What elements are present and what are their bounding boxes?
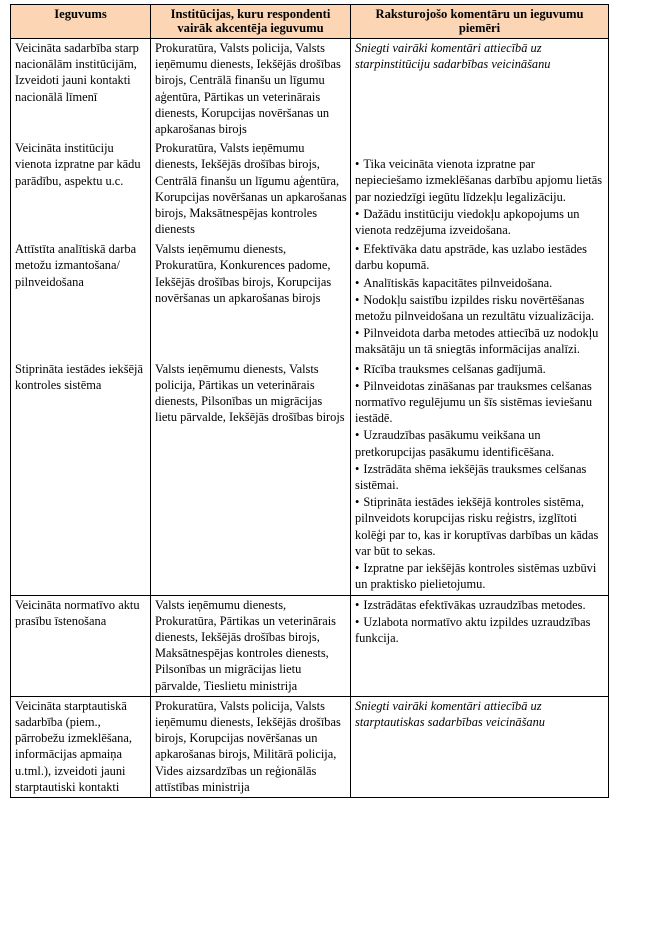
- comment-note: Sniegti vairāki komentāri attiecībā uz starpinstitūciju sadarbības veicināšanu: [351, 39, 609, 140]
- list-item: • Rīcība trauksmes celšanas gadījumā.: [355, 361, 605, 377]
- benefit-cell: Veicināta sadarbība starp nacionālām institūcijām, Izveidoti jauni kontakti nacionālā līmenī: [11, 39, 151, 140]
- list-item: • Izpratne par iekšējās kontroles sistēmas uzbūvi un praktisko pielietojumu.: [355, 560, 605, 592]
- list-item: • Nodokļu saistību izpildes risku novērtēšanas metožu pilnveidošana un rezultātu vizualizācija.: [355, 292, 605, 324]
- institutions-cell: Valsts ieņēmumu dienests, Prokuratūra, Pārtikas un veterinārais dienests, Iekšējās drošības birojs, Maksātnespējas kontroles dienests, Pilsonības un migrācijas lietu pārvalde, Tieslietu ministrija: [151, 595, 351, 696]
- list-item: • Izstrādātas efektīvākas uzraudzības metodes.: [355, 597, 605, 613]
- institutions-cell: Prokuratūra, Valsts policija, Valsts ieņēmumu dienests, Iekšējās drošības birojs, Korupcijas novēršanas un apkarošanas birojs, Militārā policija, Vides aizsardzības un reģionālās attīstības ministrija: [151, 696, 351, 797]
- table-row: [11, 39, 609, 140]
- comment-note: Sniegti vairāki komentāri attiecībā uz starptautiskas sadarbības veicināšanu: [351, 696, 609, 797]
- table-row: [11, 595, 609, 696]
- table-row: [11, 139, 609, 240]
- comments-cell: [351, 360, 609, 595]
- benefit-cell: Stiprināta iestādes iekšējā kontroles sistēma: [11, 360, 151, 595]
- benefits-table: [10, 4, 609, 798]
- institutions-cell: Valsts ieņēmumu dienests, Prokuratūra, Konkurences padome, Iekšējās drošības birojs, Korupcijas novēršanas un apkarošanas birojs: [151, 240, 351, 359]
- header-institutions: Institūcijas, kuru respondenti vairāk akcentēja ieguvumu: [151, 5, 351, 39]
- benefit-cell: Veicināta normatīvo aktu prasību īstenošana: [11, 595, 151, 696]
- table-header-row: [11, 5, 609, 39]
- list-item: • Dažādu institūciju viedokļu apkopojums un vienota redzējuma izveidošana.: [355, 206, 605, 238]
- institutions-cell: Prokuratūra, Valsts ieņēmumu dienests, Iekšējās drošības birojs, Centrālā finanšu un līgumu aģentūra, Korupcijas novēršanas un apkarošanas birojs, Maksātnespējas kontroles dienests: [151, 139, 351, 240]
- institutions-cell: Valsts ieņēmumu dienests, Valsts policija, Pārtikas un veterinārais dienests, Pilsonības un migrācijas lietu pārvalde, Iekšējās drošības birojs: [151, 360, 351, 595]
- header-comments: Raksturojošo komentāru un ieguvumu piemēri: [351, 5, 609, 39]
- comments-cell: [351, 139, 609, 240]
- table-row: [11, 240, 609, 359]
- header-benefit: Ieguvums: [11, 5, 151, 39]
- table-row: [11, 696, 609, 797]
- list-item: • Pilnveidota darba metodes attiecībā uz nodokļu maksātāju un tā sniegtās informācijas analīzi.: [355, 325, 605, 357]
- list-item: • Stiprināta iestādes iekšējā kontroles sistēma, pilnveidots korupcijas risku reģistrs, izglītoti kolēģi par to, kas ir koruptīvas darbības un kādas var būt to sekas.: [355, 494, 605, 559]
- comments-cell: [351, 595, 609, 696]
- benefit-cell: Attīstīta analītiskā darba metožu izmantošana/ pilnveidošana: [11, 240, 151, 359]
- list-item: • Analītiskās kapacitātes pilnveidošana.: [355, 275, 605, 291]
- list-item: • Uzraudzības pasākumu veikšana un pretkorupcijas pasākumu identificēšana.: [355, 427, 605, 459]
- list-item: • Pilnveidotas zināšanas par trauksmes celšanas normatīvo regulējumu un šīs sistēmas ieviešanu iestādē.: [355, 378, 605, 427]
- comments-cell: [351, 240, 609, 359]
- list-item: • Efektīvāka datu apstrāde, kas uzlabo iestādes darbu kopumā.: [355, 241, 605, 273]
- list-item: • Tika veicināta vienota izpratne par nepieciešamo izmeklēšanas darbību apjomu lietās par noziedzīgi iegūtu līdzekļu legalizāciju.: [355, 156, 605, 205]
- list-item: • Izstrādāta shēma iekšējās trauksmes celšanas sistēmai.: [355, 461, 605, 493]
- institutions-cell: Prokuratūra, Valsts policija, Valsts ieņēmumu dienests, Iekšējās drošības birojs, Centrālā finanšu un līgumu aģentūra, Pārtikas un veterinārais dienests, Korupcijas novēršanas un apkarošanas birojs: [151, 39, 351, 140]
- benefit-cell: Veicināta starptautiskā sadarbība (piem., pārrobežu izmeklēšana, informācijas apmaiņa u.tml.), izveidoti jauni starptautiski kontakti: [11, 696, 151, 797]
- table-row: [11, 360, 609, 595]
- list-item: • Uzlabota normatīvo aktu izpildes uzraudzības funkcija.: [355, 614, 605, 646]
- benefit-cell: Veicināta institūciju vienota izpratne par kādu parādību, aspektu u.c.: [11, 139, 151, 240]
